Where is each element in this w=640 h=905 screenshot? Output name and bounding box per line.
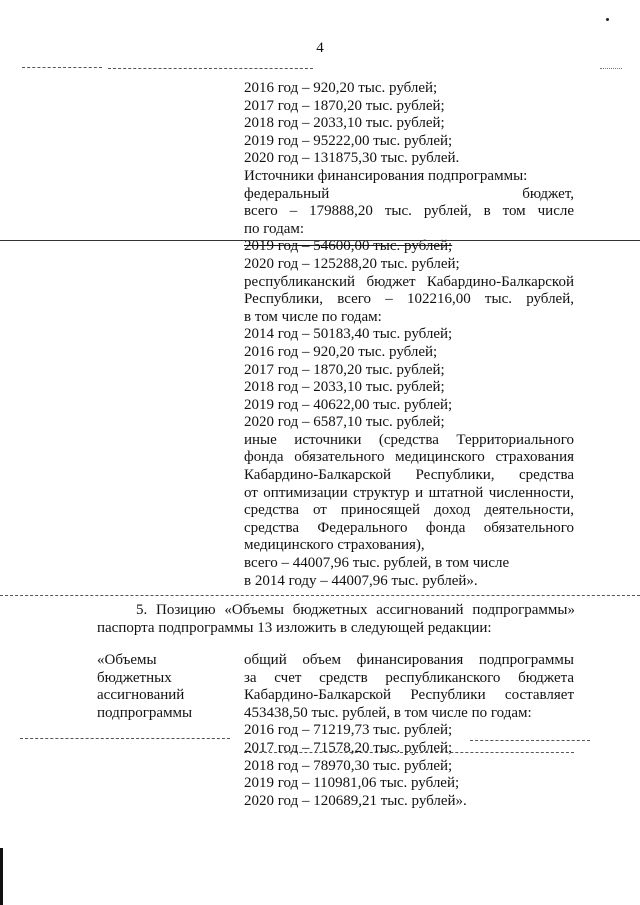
text-line: общий объем финансирования подпрограммы	[244, 652, 574, 668]
text-line: 2017 год – 71578,20 тыс. рублей;	[244, 739, 453, 756]
text-line: 2016 год – 71219,73 тыс. рублей;	[244, 722, 453, 739]
text-line: 2016 год – 920,20 тыс. рублей;	[244, 343, 438, 360]
text-line: 453438,50 тыс. рублей, в том числе по годам:	[244, 704, 532, 721]
top-divider-left	[22, 67, 102, 68]
text-line: 2019 год – 110981,06 тыс. рублей;	[244, 775, 460, 792]
text-line: 2017 год – 1870,20 тыс. рублей;	[244, 97, 445, 114]
scan-rule-left	[20, 738, 230, 739]
left-edge-mark	[0, 848, 3, 905]
corner-dot-mark	[606, 18, 609, 21]
paragraph-5	[97, 602, 575, 637]
label-line: бюджетных	[97, 669, 172, 686]
label-line: подпрограммы	[97, 704, 193, 721]
text-line: 2020 год – 6587,10 тыс. рублей;	[244, 414, 445, 431]
text-line: в том числе по годам:	[244, 308, 382, 325]
text-line: 2018 год – 78970,30 тыс. рублей;	[244, 757, 453, 774]
text-line: средства Федерального фонда обязательного	[244, 519, 574, 536]
text-line: средства от приносящей доход деятельности,	[244, 502, 574, 519]
text-line: фонда обязательного медицинского страхования	[244, 449, 574, 466]
text-line: 2020 год – 131875,30 тыс. рублей.	[244, 150, 460, 167]
struck-line-2019: 2019 год – 54600,00 тыс. рублей;	[244, 238, 453, 255]
text-line: 2016 год – 920,20 тыс. рублей;	[244, 80, 438, 96]
top-divider-middle	[108, 68, 313, 69]
text-line: в 2014 году – 44007,96 тыс. рублей».	[244, 572, 478, 589]
page-number: 4	[316, 40, 324, 56]
federal-budget-line	[244, 186, 574, 204]
paragraph-line: паспорта подпрограммы 13 изложить в следующей редакции:	[97, 619, 492, 636]
text-line: 2019 год – 40622,00 тыс. рублей;	[244, 396, 453, 413]
paragraph-line: 5. Позицию «Объемы бюджетных ассигнований подпрограммы»	[136, 602, 575, 618]
allocations-label	[97, 652, 237, 722]
text-line: республиканский бюджет Кабардино-Балкарской	[244, 273, 574, 290]
text-line: всего – 44007,96 тыс. рублей, в том числе	[244, 555, 510, 572]
federal-label: федеральный	[244, 185, 330, 202]
text-line: 2020 год – 125288,20 тыс. рублей;	[244, 255, 460, 272]
text-line: 2017 год – 1870,20 тыс. рублей;	[244, 361, 445, 378]
funding-block-2	[244, 652, 574, 810]
text-line: 2018 год – 2033,10 тыс. рублей;	[244, 379, 445, 396]
text-line: иные источники (средства Территориального	[244, 431, 574, 448]
text-line: Кабардино-Балкарской Республики составляет	[244, 687, 574, 704]
text-line: за счет средств республиканского бюджета	[244, 669, 574, 686]
label-line: «Объемы	[97, 652, 157, 668]
label-line: ассигнований	[97, 687, 185, 704]
text-line: по годам:	[244, 220, 305, 237]
text-line: Источники финансирования подпрограммы:	[244, 167, 528, 184]
text-line: Кабардино-Балкарской Республики, средства	[244, 467, 574, 484]
text-line: от оптимизации структур и штатной численности,	[244, 484, 574, 501]
top-divider-right	[600, 68, 622, 69]
text-line: 2019 год – 95222,00 тыс. рублей;	[244, 132, 453, 149]
budget-label: бюджет,	[522, 185, 574, 202]
text-line: всего – 179888,20 тыс. рублей, в том числе	[244, 203, 574, 220]
text-line: Республики, всего – 102216,00 тыс. рублей,	[244, 291, 574, 308]
long-horizontal-rule	[0, 240, 640, 241]
scan-rule-right	[470, 740, 590, 741]
text-line: 2020 год – 120689,21 тыс. рублей».	[244, 792, 467, 809]
text-line: 2018 год – 2033,10 тыс. рублей;	[244, 115, 445, 132]
text-line: медицинского страхования),	[244, 537, 425, 554]
scan-rule-under	[244, 752, 574, 753]
funding-block-1	[244, 80, 574, 590]
section-divider	[0, 595, 640, 596]
text-line: 2014 год – 50183,40 тыс. рублей;	[244, 326, 453, 343]
